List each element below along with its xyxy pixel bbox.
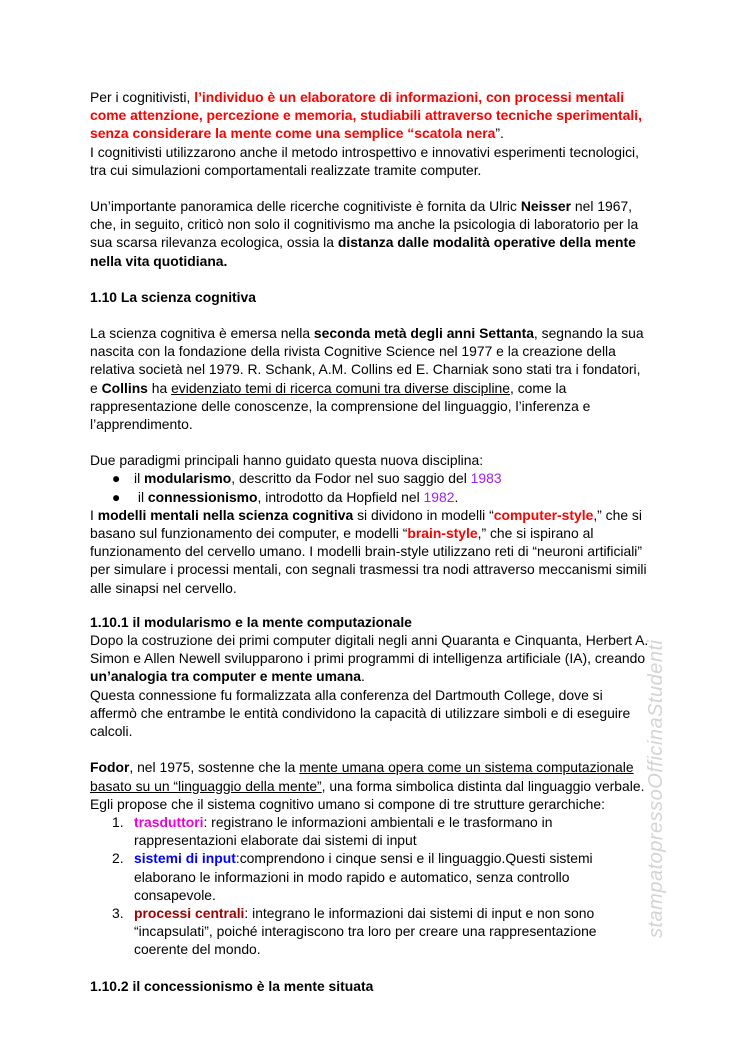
text: il (134, 470, 145, 487)
text: ,” che si basano sul funzionamento dei computer, e modelli “ (90, 506, 642, 542)
bold-text: connessionismo (147, 488, 258, 505)
term-processi-centrali: processi centrali (134, 904, 245, 921)
paragraph-cognitivisti (90, 88, 650, 143)
term-trasduttori: trasduttori (134, 813, 204, 830)
text: ”. (495, 125, 504, 142)
bold-fodor: Fodor (90, 759, 130, 776)
section-heading-1-10-1: 1.10.1 il modularismo e la mente computazionale (90, 613, 412, 630)
highlight-computer-style: computer-style (493, 506, 594, 523)
text: Un’importante panoramica delle ricerche cognitiviste è fornita da Ulric (90, 198, 521, 215)
list-number: 2. (112, 850, 124, 867)
watermark: stampatopressoOfficinaStudenti (645, 639, 667, 938)
text: il (134, 488, 148, 505)
bullet-icon: ● (112, 470, 121, 487)
list-item (90, 849, 650, 904)
text: , come la rappresentazione delle conoscenze, la comprensione del linguaggio, l’inferenza e l’apprendimento. (90, 379, 591, 433)
underlined-text: mente umana opera come un sistema computazionale basato su un “linguaggio della mente” (90, 759, 634, 794)
paragraph-metodo: I cognitivisti utilizzarono anche il metodo introspettivo e innovativi esperimenti tecnologici, tra cui simulazioni comportamentali realizzate tramite computer. (90, 143, 639, 178)
text: : registrano le informazioni ambientali e le trasformano in rappresentazioni elaborate dai sistemi di input (134, 813, 553, 849)
text: Per i cognitivisti, (90, 89, 195, 105)
text: , descritto da Fodor nel suo saggio del (231, 470, 471, 487)
text: . (360, 668, 365, 685)
text: ha (147, 379, 172, 396)
highlight-brain-style: brain-style (407, 525, 478, 542)
text: La scienza cognitiva è emersa nella (90, 325, 314, 342)
bold-collins: Collins (101, 379, 148, 396)
text: ,” che si ispirano al funzionamento del cervello umano. I modelli brain-style utilizzano reti di “neuroni artificiali” per simulare i processi mentali, con segnali trasmessi tra nodi attraverso meccanismi simili alle sinapsi nel cervello. (90, 525, 647, 596)
bold-text: modelli mentali nella scienza cognitiva (97, 506, 354, 523)
text: si dividono in modelli “ (353, 506, 494, 523)
paragraph-simon-newell (90, 631, 650, 686)
paragraph-strutture: Egli propose che il sistema cognitivo umano si compone di tre strutture gerarchiche: (90, 795, 605, 812)
bold-neisser: Neisser (520, 198, 572, 215)
text: , nel 1975, sostenne che la (129, 759, 300, 776)
list-number: 1. (112, 813, 124, 830)
text: :comprendono i cinque sensi e il linguaggio.Questi sistemi elaborano le informazioni in modo rapido e automatico, senza controllo consapevole. (134, 850, 593, 903)
text: : integrano le informazioni dai sistemi di input e non sono “incapsulati”, poiché interagiscono tra loro per creare una rappresentazione coerente del mondo. (134, 904, 597, 958)
highlight-red: l’individuo è un elaboratore di informazioni, con processi mentali come attenzione, percezione e memoria, studiabili attraverso tecniche sperimentali, senza considerare la mente come una semplice “scatola nera (90, 89, 642, 142)
paragraph-neisser (90, 197, 650, 270)
year-1982: 1982 (423, 488, 455, 505)
paragraph-scienza-cognitiva (90, 324, 650, 433)
paragraph-fodor (90, 758, 650, 794)
list-item (90, 469, 650, 487)
paragraph-modelli-mentali (90, 506, 650, 597)
section-heading-1-10: 1.10 La scienza cognitiva (90, 288, 256, 305)
text: , introdotto da Hopfield nel (257, 488, 424, 505)
term-sistemi-di-input: sistemi di input (134, 850, 236, 867)
list-item (90, 488, 650, 506)
text: Dopo la costruzione dei primi computer digitali negli anni Quaranta e Cinquanta, Herbert A. Simon e Allen Newell svilupparono i primi programmi di intelligenza artificiale (IA), creando (90, 632, 649, 667)
text: nel 1967, che, in seguito, criticò non solo il cognitivismo ma anche la psicologia di laboratorio per la sua scarsa rilevanza ecologica, ossia la (90, 198, 639, 251)
paragraph-paradigmi: Due paradigmi principali hanno guidato questa nuova disciplina: (90, 452, 484, 469)
structures-numbered-list (90, 813, 650, 959)
text: . (454, 488, 459, 505)
paragraph-dartmouth: Questa connessione fu formalizzata alla conferenza del Dartmouth College, dove si affermò che entrambe le entità condividono la capacità di utilizzare simboli e di eseguire calcoli. (90, 686, 631, 740)
bold-text: distanza dalle modalità operative della mente nella vita quotidiana. (90, 234, 636, 269)
section-heading-1-10-2: 1.10.2 il concessionismo è la mente situata (90, 977, 374, 994)
underlined-text: evidenziato temi di ricerca comuni tra diverse discipline (171, 379, 511, 396)
list-item (90, 813, 650, 849)
text: , segnando la sua nascita con la fondazione della rivista Cognitive Science nel 1977 e la creazione della relativa società nel 1979. R. Schank, A.M. Collins ed E. Charniak sono stati tra i fondatori, e (90, 325, 644, 396)
year-1983: 1983 (470, 470, 502, 487)
paradigm-bullet-list (90, 469, 650, 505)
text: , una forma simbolica distinta dal linguaggio verbale. (321, 777, 645, 794)
bold-text: modularismo (144, 470, 232, 487)
bullet-icon: ● (112, 488, 121, 505)
list-item (90, 904, 650, 959)
list-number: 3. (112, 904, 124, 921)
document-body (90, 88, 650, 995)
text: I (90, 506, 98, 523)
bold-text: un’analogia tra computer e mente umana (90, 668, 361, 685)
bold-text: seconda metà degli anni Settanta (313, 325, 534, 342)
